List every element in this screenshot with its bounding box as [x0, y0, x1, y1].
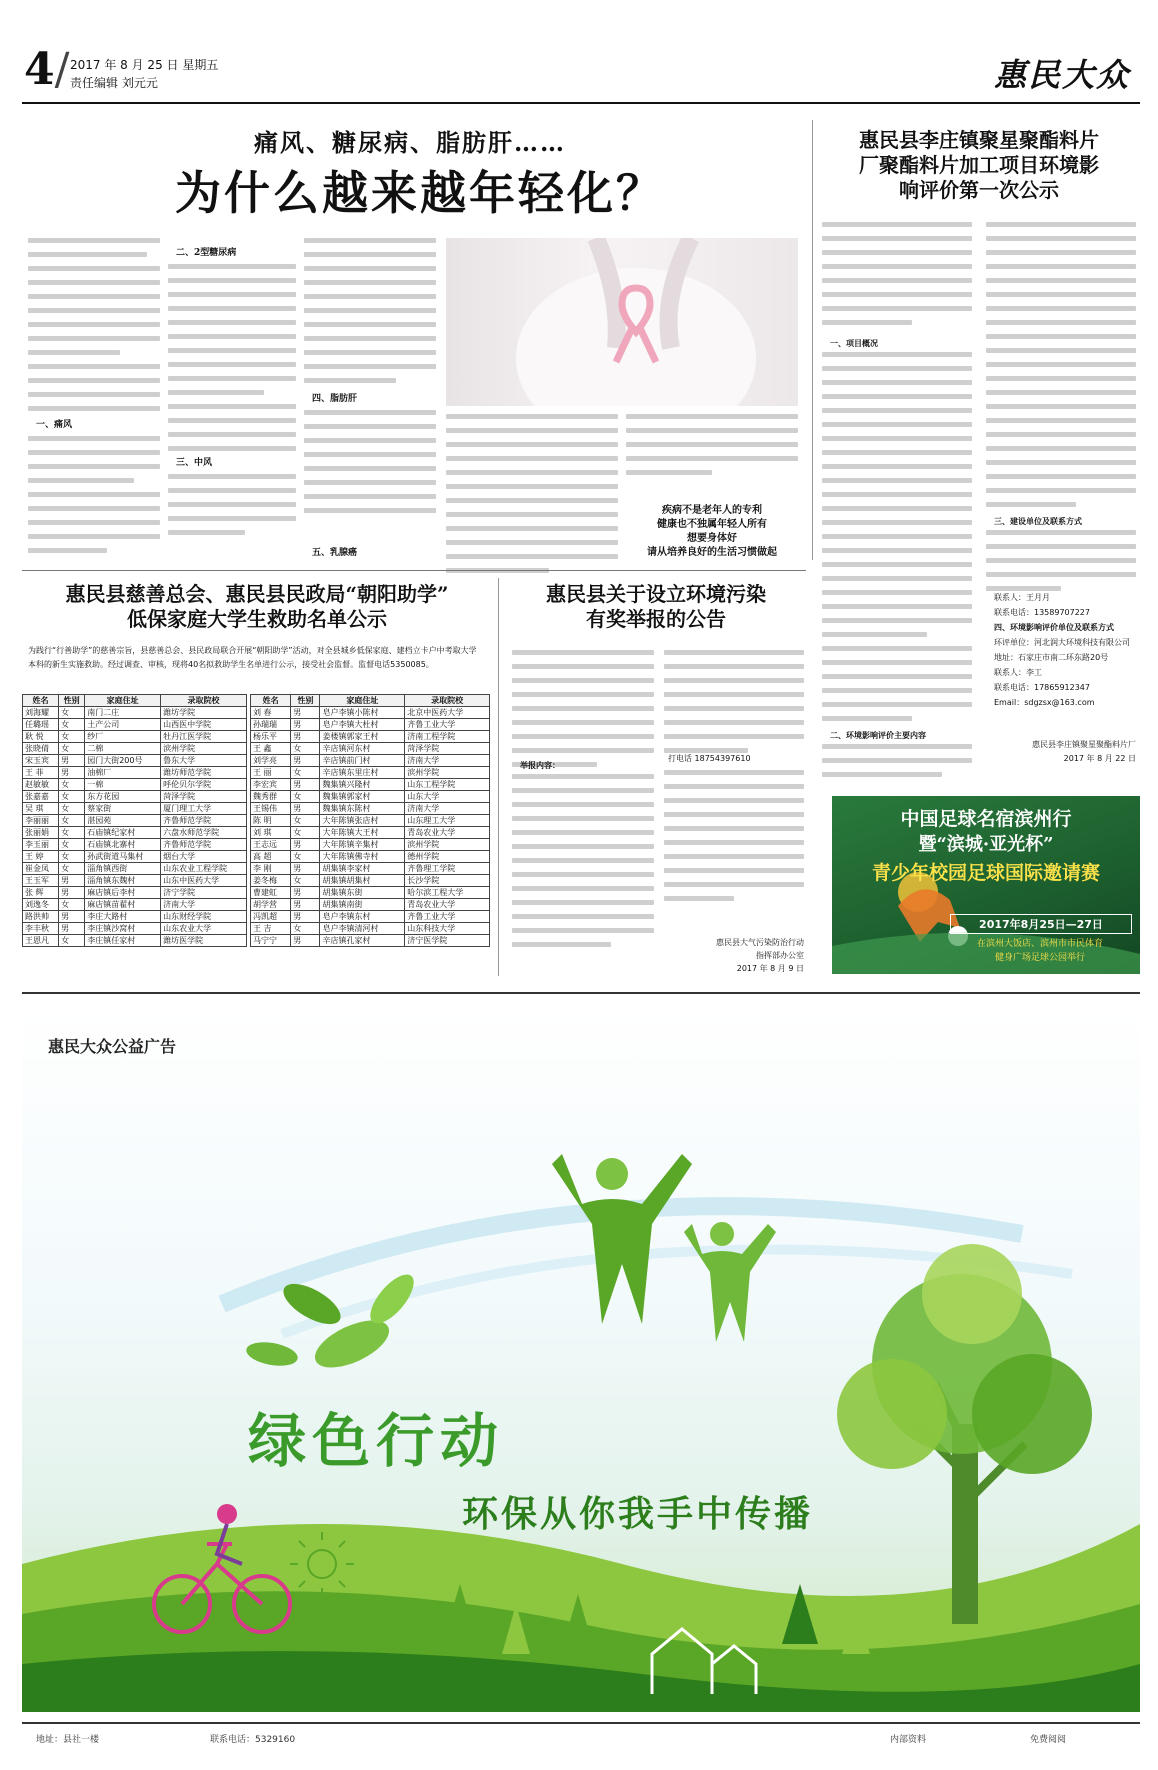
table-row: [251, 815, 490, 827]
table-cell: 曹建虹: [251, 887, 291, 899]
table-cell: 济南工程学院: [405, 731, 490, 743]
table-cell: 男: [291, 839, 320, 851]
table-cell: 男: [291, 779, 320, 791]
table-header-cell: 性别: [291, 695, 320, 707]
table-cell: 土产公司: [85, 719, 161, 731]
table-cell: 东方花园: [85, 791, 161, 803]
eia-section-evaluator: 四、环境影响评价单位及联系方式: [994, 623, 1114, 632]
feature-subhead-diabetes: 二、2型糖尿病: [176, 248, 237, 258]
pullquote-line2: 健康也不独属年轻人所有: [657, 519, 767, 530]
table-cell: 魏秀群: [251, 791, 291, 803]
table-row: [23, 935, 247, 947]
table-cell: 耿 悦: [23, 731, 59, 743]
table-cell: 麻店镇苗翟村: [85, 899, 161, 911]
table-cell: 女: [59, 719, 85, 731]
table-cell: 辛店镇前门村: [320, 755, 405, 767]
table-cell: 山东财经学院: [161, 911, 247, 923]
table-row: [23, 743, 247, 755]
football-venue-line2: 健身广场足球公园举行: [994, 953, 1085, 963]
footer-free: 免费阅阅: [1030, 1735, 1067, 1745]
table-cell: 青岛农业大学: [405, 899, 490, 911]
table-cell: 女: [59, 791, 85, 803]
table-cell: 王玉军: [23, 875, 59, 887]
aid-table-left: [22, 694, 247, 947]
table-cell: 李丽丽: [23, 815, 59, 827]
table-cell: 张 辉: [23, 887, 59, 899]
table-cell: 宋玉宾: [23, 755, 59, 767]
table-cell: 大年陈镇佛寺村: [320, 851, 405, 863]
table-cell: 男: [291, 863, 320, 875]
table-cell: 鲁东大学: [161, 755, 247, 767]
table-row: [23, 731, 247, 743]
table-cell: 魏集镇东陈村: [320, 803, 405, 815]
aid-intro: 为践行“行善助学”的慈善宗旨，县慈善总会、县民政局联合开展“朝阳助学”活动，对全县城乡低保家庭、建档立卡户中考取大学本科的新生实施救助。经过调查、审核，现将40名拟救助学生名单进行公示，接受社会监督。监督电话5350085。: [28, 646, 477, 669]
table-cell: 南门二庄: [85, 707, 161, 719]
table-cell: 男: [59, 911, 85, 923]
eia-section-content: 二、环境影响评价主要内容: [830, 730, 926, 740]
table-row: [251, 923, 490, 935]
table-cell: 男: [291, 887, 320, 899]
table-cell: 女: [59, 731, 85, 743]
reward-col2-text: [664, 650, 804, 762]
column-rule-aid: [498, 578, 499, 976]
table-row: [23, 719, 247, 731]
football-title-line2: 暨“滨城·亚光杯”: [918, 834, 1054, 855]
pullquote-line4: 请从培养良好的生活习惯做起: [647, 547, 777, 558]
table-cell: 潍坊学院: [161, 707, 247, 719]
reward-col2-text-b: [664, 770, 804, 910]
table-row: [251, 779, 490, 791]
table-row: [251, 755, 490, 767]
table-cell: 女: [59, 707, 85, 719]
table-row: [251, 827, 490, 839]
section-rule-middle: [22, 570, 806, 571]
table-cell: 山东大学: [405, 791, 490, 803]
table-cell: 潍坊师范学院: [161, 767, 247, 779]
reward-notice-title: [506, 582, 806, 632]
table-row: [23, 707, 247, 719]
table-row: [251, 743, 490, 755]
footer-rule: [22, 1722, 1140, 1724]
table-cell: 齐鲁工业大学: [405, 719, 490, 731]
feature-col4-text: [446, 414, 618, 582]
table-cell: 北京中医药大学: [405, 707, 490, 719]
table-row: [23, 911, 247, 923]
table-cell: 女: [291, 827, 320, 839]
table-row: [23, 887, 247, 899]
feature-col1-text: [28, 238, 160, 420]
table-row: [23, 863, 247, 875]
feature-headline: 为什么越来越年轻化？: [175, 166, 665, 220]
feature-subhead-breastcancer: 五、乳腺癌: [312, 548, 358, 558]
table-cell: 女: [291, 743, 320, 755]
table-cell: 女: [291, 767, 320, 779]
feature-kicker: 痛风、糖尿病、脂肪肝……: [254, 128, 566, 157]
eia-notice-title: [820, 128, 1138, 203]
table-cell: 菏泽学院: [161, 791, 247, 803]
table-cell: 孙瑞瑞: [251, 719, 291, 731]
table-cell: 女: [59, 899, 85, 911]
table-cell: 男: [291, 899, 320, 911]
table-cell: 吴 琪: [23, 803, 59, 815]
table-row: [23, 875, 247, 887]
table-cell: 李玉丽: [23, 839, 59, 851]
pullquote-line3: 想要身体好: [687, 533, 737, 544]
table-cell: 齐鲁师范学院: [161, 815, 247, 827]
table-cell: 麻店镇后李村: [85, 887, 161, 899]
pullquote-line1: 疾病不是老年人的专利: [662, 505, 762, 516]
column-rule-main: [812, 120, 813, 560]
table-cell: 刘学亮: [251, 755, 291, 767]
table-cell: 山东工程学院: [405, 779, 490, 791]
table-cell: 马宁宁: [251, 935, 291, 947]
table-cell: 山东理工大学: [405, 815, 490, 827]
masthead-rule: [22, 102, 1140, 104]
table-cell: 女: [59, 815, 85, 827]
feature-col1-text-b: [28, 436, 160, 562]
table-cell: 男: [291, 911, 320, 923]
table-cell: 王锡伟: [251, 803, 291, 815]
table-cell: 济宁医学院: [405, 935, 490, 947]
table-cell: 男: [59, 887, 85, 899]
table-cell: 一棉: [85, 779, 161, 791]
table-cell: 蔡家街: [85, 803, 161, 815]
table-cell: 淄角镇西街: [85, 863, 161, 875]
table-cell: 大年陈镇张店村: [320, 815, 405, 827]
eia-col1-text: [822, 222, 972, 334]
eia-col1-text-b: [822, 352, 972, 730]
eia-evaluator-phone: 联系电话：17865912347: [994, 683, 1090, 692]
psa-ad: [22, 1004, 1140, 1712]
pink-ribbon-photo: [446, 238, 798, 406]
table-cell: 男: [59, 923, 85, 935]
table-cell: 济南大学: [405, 755, 490, 767]
eia-section-builder: 三、建设单位及联系方式: [994, 516, 1082, 526]
feature-col3-text-b: [304, 410, 436, 522]
table-cell: 齐鲁师范学院: [161, 839, 247, 851]
table-cell: 呼伦贝尔学院: [161, 779, 247, 791]
table-cell: 李庄大路村: [85, 911, 161, 923]
table-cell: 六盘水师范学院: [161, 827, 247, 839]
table-cell: 刘 琪: [251, 827, 291, 839]
table-cell: 辛店镇孔家村: [320, 935, 405, 947]
reward-title-line1: 惠民县关于设立环境污染: [546, 582, 766, 606]
section-rule-psa: [22, 992, 1140, 994]
table-cell: 杨乐平: [251, 731, 291, 743]
football-venue-line1: 在滨州大饭店、滨州市市民体育: [976, 939, 1103, 949]
table-cell: 皂户李镇大杜村: [320, 719, 405, 731]
table-row: [23, 851, 247, 863]
table-cell: 大年陈镇大王村: [320, 827, 405, 839]
eia-title-line2: 厂聚酯料片加工项目环境影: [859, 153, 1099, 177]
table-cell: 李宏宾: [251, 779, 291, 791]
editor-line: 责任编辑 刘元元: [70, 76, 158, 90]
reward-col1-text-b: [512, 774, 654, 956]
feature-col5-text: [626, 414, 798, 484]
table-cell: 女: [59, 803, 85, 815]
table-cell: 张丽娟: [23, 827, 59, 839]
reward-date: 2017 年 8 月 9 日: [736, 964, 804, 973]
table-row: [251, 851, 490, 863]
table-row: [251, 767, 490, 779]
footer-address: 地址：县社一楼: [36, 1735, 100, 1745]
eia-signature: 惠民县李庄镇聚星聚酯料片厂: [1032, 740, 1136, 749]
table-cell: 胡学营: [251, 899, 291, 911]
table-cell: 男: [59, 767, 85, 779]
table-row: [251, 803, 490, 815]
reward-col1-text: [512, 650, 654, 776]
feature-col3-text: [304, 238, 436, 392]
feature-subhead-gout: 一、痛风: [36, 420, 73, 430]
table-row: [23, 755, 247, 767]
issue-date: 2017 年 8 月 25 日 星期五: [70, 58, 219, 72]
table-row: [251, 731, 490, 743]
table-cell: 赵敏敏: [23, 779, 59, 791]
table-cell: 济南大学: [161, 899, 247, 911]
table-header-cell: 录取院校: [405, 695, 490, 707]
table-cell: 湛园苑: [85, 815, 161, 827]
football-title-line3: 青少年校园足球国际邀请赛: [871, 862, 1100, 884]
eia-evaluator-email[interactable]: Email：sdgzsx@163.com: [994, 698, 1095, 707]
table-row: [251, 719, 490, 731]
table-cell: 孙武街道马集村: [85, 851, 161, 863]
table-cell: 山东科技大学: [405, 923, 490, 935]
table-cell: 王 菲: [23, 767, 59, 779]
table-cell: 王 婷: [23, 851, 59, 863]
feature-col2-text: [168, 264, 296, 460]
table-cell: 齐鲁理工学院: [405, 863, 490, 875]
table-row: [251, 863, 490, 875]
table-cell: 长沙学院: [405, 875, 490, 887]
table-cell: 石庙镇纪家村: [85, 827, 161, 839]
eia-evaluator: 环评单位：河北润大环境科技有限公司: [994, 638, 1130, 647]
footer-internal: 内部资料: [890, 1735, 927, 1745]
table-row: [251, 911, 490, 923]
table-cell: 姜楼镇郭家王村: [320, 731, 405, 743]
reward-phone: 打电话 18754397610: [668, 754, 751, 763]
eia-contacts: [994, 590, 1134, 710]
eia-evaluator-address: 地址：石家庄市南二环东路20号: [994, 653, 1109, 662]
table-cell: 淄角镇东魏村: [85, 875, 161, 887]
table-cell: 哈尔滨工程大学: [405, 887, 490, 899]
table-cell: 女: [59, 743, 85, 755]
table-cell: 李 刚: [251, 863, 291, 875]
table-cell: 山西医中学院: [161, 719, 247, 731]
table-cell: 路洪帅: [23, 911, 59, 923]
table-header-row: [251, 695, 490, 707]
table-cell: 辛店镇河东村: [320, 743, 405, 755]
table-cell: 陈 明: [251, 815, 291, 827]
table-cell: 菏泽学院: [405, 743, 490, 755]
table-cell: 李庄镇任家村: [85, 935, 161, 947]
football-title-line1: 中国足球名宿滨州行: [900, 808, 1072, 830]
table-cell: 大年陈镇辛集村: [320, 839, 405, 851]
table-cell: 潍坊医学院: [161, 935, 247, 947]
table-cell: 胡集镇南街: [320, 899, 405, 911]
aid-title-line2: 低保家庭大学生救助名单公示: [127, 607, 387, 631]
table-row: [23, 815, 247, 827]
eia-contact-phone: 联系电话：13589707227: [994, 608, 1090, 617]
table-cell: 李丰秋: [23, 923, 59, 935]
table-cell: 烟台大学: [161, 851, 247, 863]
feature-col2-text-b: [168, 474, 296, 544]
table-row: [251, 935, 490, 947]
reward-signature-line2: 指挥部办公室: [756, 951, 804, 960]
table-cell: 济南大学: [405, 803, 490, 815]
table-cell: 皂户李镇清河村: [320, 923, 405, 935]
aid-title-line1: 惠民县慈善总会、惠民县民政局“朝阳助学”: [65, 582, 449, 606]
table-row: [23, 803, 247, 815]
table-cell: 山东中医药大学: [161, 875, 247, 887]
table-row: [23, 791, 247, 803]
table-cell: 女: [59, 839, 85, 851]
table-cell: 齐鲁工业大学: [405, 911, 490, 923]
football-ad: [832, 796, 1140, 974]
eia-contact-name: 联系人：王月月: [994, 593, 1050, 602]
table-cell: 刘逸冬: [23, 899, 59, 911]
reward-item-head: 举报内容：: [520, 760, 560, 770]
table-cell: 男: [291, 755, 320, 767]
table-cell: 刘 春: [251, 707, 291, 719]
table-header-row: [23, 695, 247, 707]
table-cell: 李庄镇沙窝村: [85, 923, 161, 935]
table-row: [23, 839, 247, 851]
eia-title-line3: 响评价第一次公示: [899, 178, 1059, 202]
table-cell: 胡集镇李家村: [320, 863, 405, 875]
table-header-cell: 家庭住址: [320, 695, 405, 707]
table-header-cell: 姓名: [251, 695, 291, 707]
table-row: [251, 899, 490, 911]
aid-table-right: [250, 694, 490, 947]
table-cell: 冯凯超: [251, 911, 291, 923]
footer-phone: 联系电话：5329160: [210, 1735, 296, 1745]
table-row: [23, 767, 247, 779]
table-row: [251, 875, 490, 887]
table-cell: 魏集镇兴隆村: [320, 779, 405, 791]
table-cell: 德州学院: [405, 851, 490, 863]
table-cell: 刘海耀: [23, 707, 59, 719]
table-cell: 滨州学院: [405, 767, 490, 779]
table-row: [251, 839, 490, 851]
table-cell: 滨州学院: [405, 839, 490, 851]
table-cell: 高 超: [251, 851, 291, 863]
psa-illustration: [22, 1004, 1140, 1712]
table-cell: 男: [291, 707, 320, 719]
table-cell: 女: [59, 851, 85, 863]
table-cell: 王志远: [251, 839, 291, 851]
table-cell: 女: [291, 815, 320, 827]
table-row: [251, 887, 490, 899]
reward-title-line2: 有奖举报的公告: [586, 607, 726, 631]
table-cell: 男: [291, 719, 320, 731]
table-cell: 女: [59, 779, 85, 791]
psa-title: 绿色行动: [248, 1407, 505, 1475]
table-row: [23, 779, 247, 791]
table-cell: 油棉厂: [85, 767, 161, 779]
aid-notice-title: [22, 582, 492, 632]
eia-col1-text-c: [822, 744, 972, 786]
table-cell: 园门大街200号: [85, 755, 161, 767]
table-row: [251, 707, 490, 719]
reward-signature: [664, 936, 804, 975]
feature-pullquote: [626, 504, 798, 560]
table-cell: 王 丽: [251, 767, 291, 779]
table-cell: 山东农业大学: [161, 923, 247, 935]
eia-evaluator-contact: 联系人：李工: [994, 668, 1042, 677]
table-row: [251, 791, 490, 803]
table-cell: 男: [291, 803, 320, 815]
table-cell: 张嘉嘉: [23, 791, 59, 803]
reward-signature-line1: 惠民县大气污染防治行动: [716, 938, 804, 947]
table-cell: 魏集镇郭家村: [320, 791, 405, 803]
masthead-logo: 惠民大众: [993, 56, 1130, 94]
ribbon-icon: [446, 238, 798, 406]
table-row: [23, 923, 247, 935]
table-cell: 纱厂: [85, 731, 161, 743]
table-cell: 皂户李镇东村: [320, 911, 405, 923]
eia-col2-text: [986, 222, 1136, 516]
table-cell: 王 吉: [251, 923, 291, 935]
table-cell: 男: [59, 875, 85, 887]
table-cell: 山东农业工程学院: [161, 863, 247, 875]
table-cell: 二棉: [85, 743, 161, 755]
feature-subhead-fattyliver: 四、脂肪肝: [312, 394, 358, 404]
table-cell: 崔金凤: [23, 863, 59, 875]
table-cell: 胡集镇胡集村: [320, 875, 405, 887]
table-cell: 女: [59, 827, 85, 839]
table-cell: 姜冬梅: [251, 875, 291, 887]
table-row: [23, 899, 247, 911]
table-cell: 石庙镇北寨村: [85, 839, 161, 851]
eia-section-overview: 一、项目概况: [830, 338, 878, 348]
table-cell: 皂户李镇小陈村: [320, 707, 405, 719]
table-cell: 女: [59, 935, 85, 947]
table-cell: 女: [291, 851, 320, 863]
page-number: 4/: [24, 44, 70, 95]
table-cell: 女: [291, 923, 320, 935]
table-cell: 王 鑫: [251, 743, 291, 755]
football-date: 2017年8月25日—27日: [950, 914, 1132, 934]
table-header-cell: 家庭住址: [85, 695, 161, 707]
table-cell: 济宁学院: [161, 887, 247, 899]
table-cell: 胡集镇东街: [320, 887, 405, 899]
table-cell: 厦门理工大学: [161, 803, 247, 815]
table-header-cell: 录取院校: [161, 695, 247, 707]
table-row: [23, 827, 247, 839]
table-cell: 男: [291, 731, 320, 743]
table-header-cell: 性别: [59, 695, 85, 707]
psa-slogan: 环保从你我手中传播: [462, 1494, 814, 1535]
psa-label: 惠民大众公益广告: [48, 1037, 177, 1056]
table-cell: 辛店镇东里庄村: [320, 767, 405, 779]
table-cell: 女: [291, 791, 320, 803]
table-cell: 男: [59, 755, 85, 767]
table-cell: 王恩凡: [23, 935, 59, 947]
table-cell: 滨州学院: [161, 743, 247, 755]
eia-date: 2017 年 8 月 22 日: [1063, 754, 1136, 763]
feature-subhead-stroke: 三、中风: [176, 458, 213, 468]
table-cell: 任璐瑶: [23, 719, 59, 731]
table-cell: 张晓倩: [23, 743, 59, 755]
eia-title-line1: 惠民县李庄镇聚星聚酯料片: [859, 128, 1099, 152]
table-header-cell: 姓名: [23, 695, 59, 707]
table-cell: 女: [59, 863, 85, 875]
table-cell: 青岛农业大学: [405, 827, 490, 839]
table-cell: 男: [291, 935, 320, 947]
table-cell: 女: [291, 875, 320, 887]
table-cell: 牡丹江医学院: [161, 731, 247, 743]
